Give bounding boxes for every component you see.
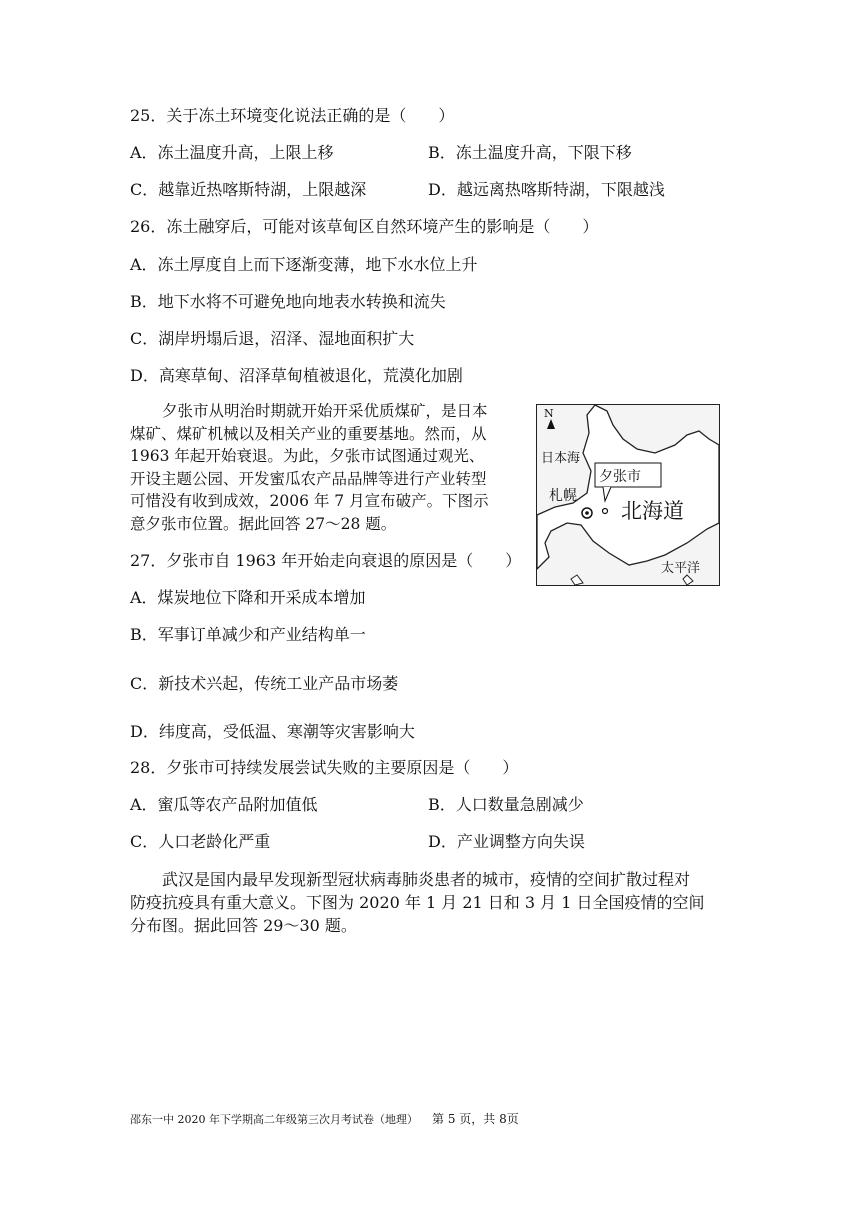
question-28-option-c: C．人口老龄化严重 <box>130 832 271 851</box>
island-shape <box>683 575 693 585</box>
question-28-option-d: D．产业调整方向失误 <box>428 832 585 851</box>
yubari-passage-line: 煤矿、煤矿机械以及相关产业的重要基地。然而，从 <box>130 424 487 443</box>
question-27-option-c: C．新技术兴起，传统工业产品市场萎 <box>130 674 399 693</box>
question-28-option-a: A．蜜瓜等农产品附加值低 <box>130 795 318 814</box>
question-27-option-a: A．煤炭地位下降和开采成本增加 <box>130 588 366 607</box>
question-27-option-b: B．军事订单减少和产业结构单一 <box>130 625 366 644</box>
north-arrow-icon <box>547 419 555 429</box>
page-footer <box>130 1110 519 1127</box>
yubari-passage <box>130 400 489 535</box>
question-25-option-b: B．冻土温度升高，下限下移 <box>428 143 632 162</box>
hokkaido-label: 北海道 <box>621 499 684 523</box>
yubari-passage-line: 意夕张市位置。据此回答 27～28 题。 <box>130 514 397 533</box>
question-25-option-a: A．冻土温度升高，上限上移 <box>130 143 334 162</box>
yubari-passage-line: 开设主题公园、开发蜜瓜农产品品牌等进行产业转型 <box>130 469 487 488</box>
question-25-option-c: C．越靠近热喀斯特湖，上限越深 <box>130 180 367 199</box>
question-26-stem: 26．冻土融穿后，可能对该草甸区自然环境产生的影响是（ ） <box>130 217 599 236</box>
north-label: N <box>544 407 554 420</box>
question-26-option-a: A．冻土厚度自上而下逐渐变薄，地下水水位上升 <box>130 255 478 274</box>
sea-of-japan-label: 日本海 <box>541 451 581 466</box>
hokkaido-location-map <box>536 404 720 586</box>
yubari-passage-line: 可惜没有收到成效，2006 年 7 月宣布破产。下图示 <box>130 492 489 510</box>
exam-title: 邵东一中 2020 年下学期高二年级第三次月考试卷（地理） <box>130 1113 418 1126</box>
question-26-option-c: C．湖岸坍塌后退，沼泽、湿地面积扩大 <box>130 329 415 348</box>
wuhan-passage <box>130 868 704 937</box>
wuhan-passage-line: 防疫抗疫具有重大意义。下图为 2020 年 1 月 21 日和 3 月 1 日全国疫情的空间 <box>130 893 705 912</box>
question-28-option-b: B．人口数量急剧减少 <box>428 795 584 814</box>
question-27-stem: 27．夕张市自 1963 年开始走向衰退的原因是（ ） <box>130 551 522 570</box>
yubari-marker-icon <box>603 509 608 514</box>
wuhan-passage-line: 武汉是国内最早发现新型冠状病毒肺炎患者的城市，疫情的空间扩散过程对 <box>162 870 691 889</box>
yubari-label: 夕张市 <box>599 469 641 485</box>
wuhan-passage-line: 分布图。据此回答 29～30 题。 <box>130 916 357 935</box>
pacific-ocean-label: 太平洋 <box>661 561 701 576</box>
question-28-stem: 28．夕张市可持续发展尝试失败的主要原因是（ ） <box>130 758 519 777</box>
yubari-passage-line: 1963 年起开始衰退。为此，夕张市试图通过观光、 <box>130 447 485 465</box>
yubari-passage-line: 夕张市从明治时期就开始开采优质煤矿，是日本 <box>162 402 488 420</box>
sapporo-label: 札幌 <box>549 488 577 504</box>
question-26-option-b: B．地下水将不可避免地向地表水转换和流失 <box>130 292 446 311</box>
question-26-option-d: D．高寒草甸、沼泽草甸植被退化，荒漠化加剧 <box>130 366 463 385</box>
question-25-option-d: D．越远离热喀斯特湖，下限越浅 <box>428 180 665 199</box>
island-shape <box>571 575 583 585</box>
question-27-option-d: D．纬度高，受低温、寒潮等灾害影响大 <box>130 722 415 741</box>
page-number: 第 5 页，共 8页 <box>432 1112 519 1126</box>
question-25-stem: 25．关于冻土环境变化说法正确的是（ ） <box>130 106 455 125</box>
